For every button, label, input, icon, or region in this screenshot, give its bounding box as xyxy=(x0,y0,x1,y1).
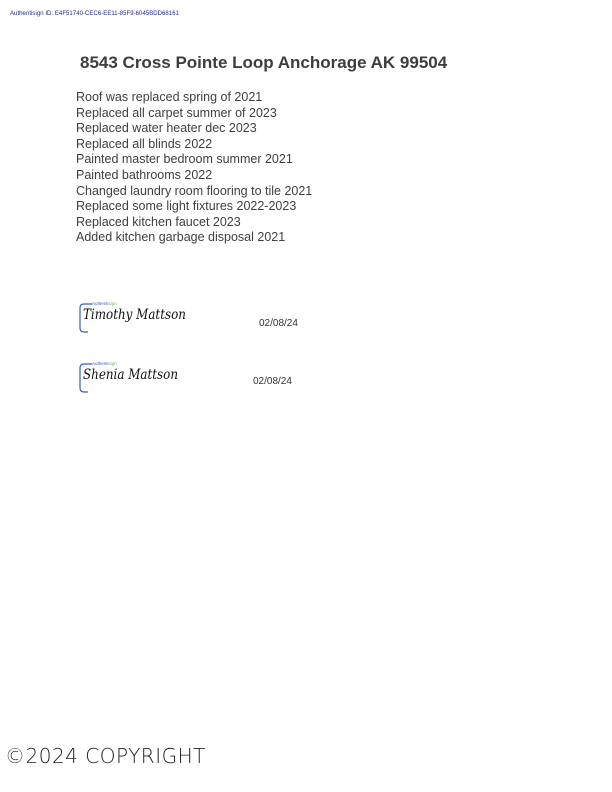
authentisign-logo: Authentisign xyxy=(92,361,117,366)
signature-timothy xyxy=(78,302,188,336)
page-title: 8543 Cross Pointe Loop Anchorage AK 99504 xyxy=(80,53,448,72)
list-item: Painted master bedroom summer 2021 xyxy=(76,152,293,167)
signature-name: Timothy Mattson xyxy=(83,307,186,323)
signature-date: 02/08/24 xyxy=(253,376,292,387)
list-item: Added kitchen garbage disposal 2021 xyxy=(76,230,286,245)
signature-name: Shenia Mattson xyxy=(83,367,178,383)
list-item: Replaced kitchen faucet 2023 xyxy=(76,214,241,229)
list-item: Replaced all blinds 2022 xyxy=(76,136,213,151)
signature-shenia xyxy=(78,362,188,396)
list-item: Replaced some light fixtures 2022-2023 xyxy=(76,199,297,214)
list-item: Roof was replaced spring of 2021 xyxy=(76,90,263,104)
authentisign-id: Authentisign ID: E4F51740-CEC6-EE11-85F9-6045BDD68161 xyxy=(10,11,179,17)
improvements-list xyxy=(76,90,312,246)
authentisign-logo: Authentisign xyxy=(92,301,117,306)
copyright-footer: ©2024 COPYRIGHT xyxy=(5,744,206,768)
list-item: Painted bathrooms 2022 xyxy=(76,167,213,182)
signature-date: 02/08/24 xyxy=(259,318,298,329)
list-item: Replaced water heater dec 2023 xyxy=(76,121,257,136)
list-item: Replaced all carpet summer of 2023 xyxy=(76,105,277,120)
list-item: Changed laundry room flooring to tile 2021 xyxy=(76,183,313,198)
